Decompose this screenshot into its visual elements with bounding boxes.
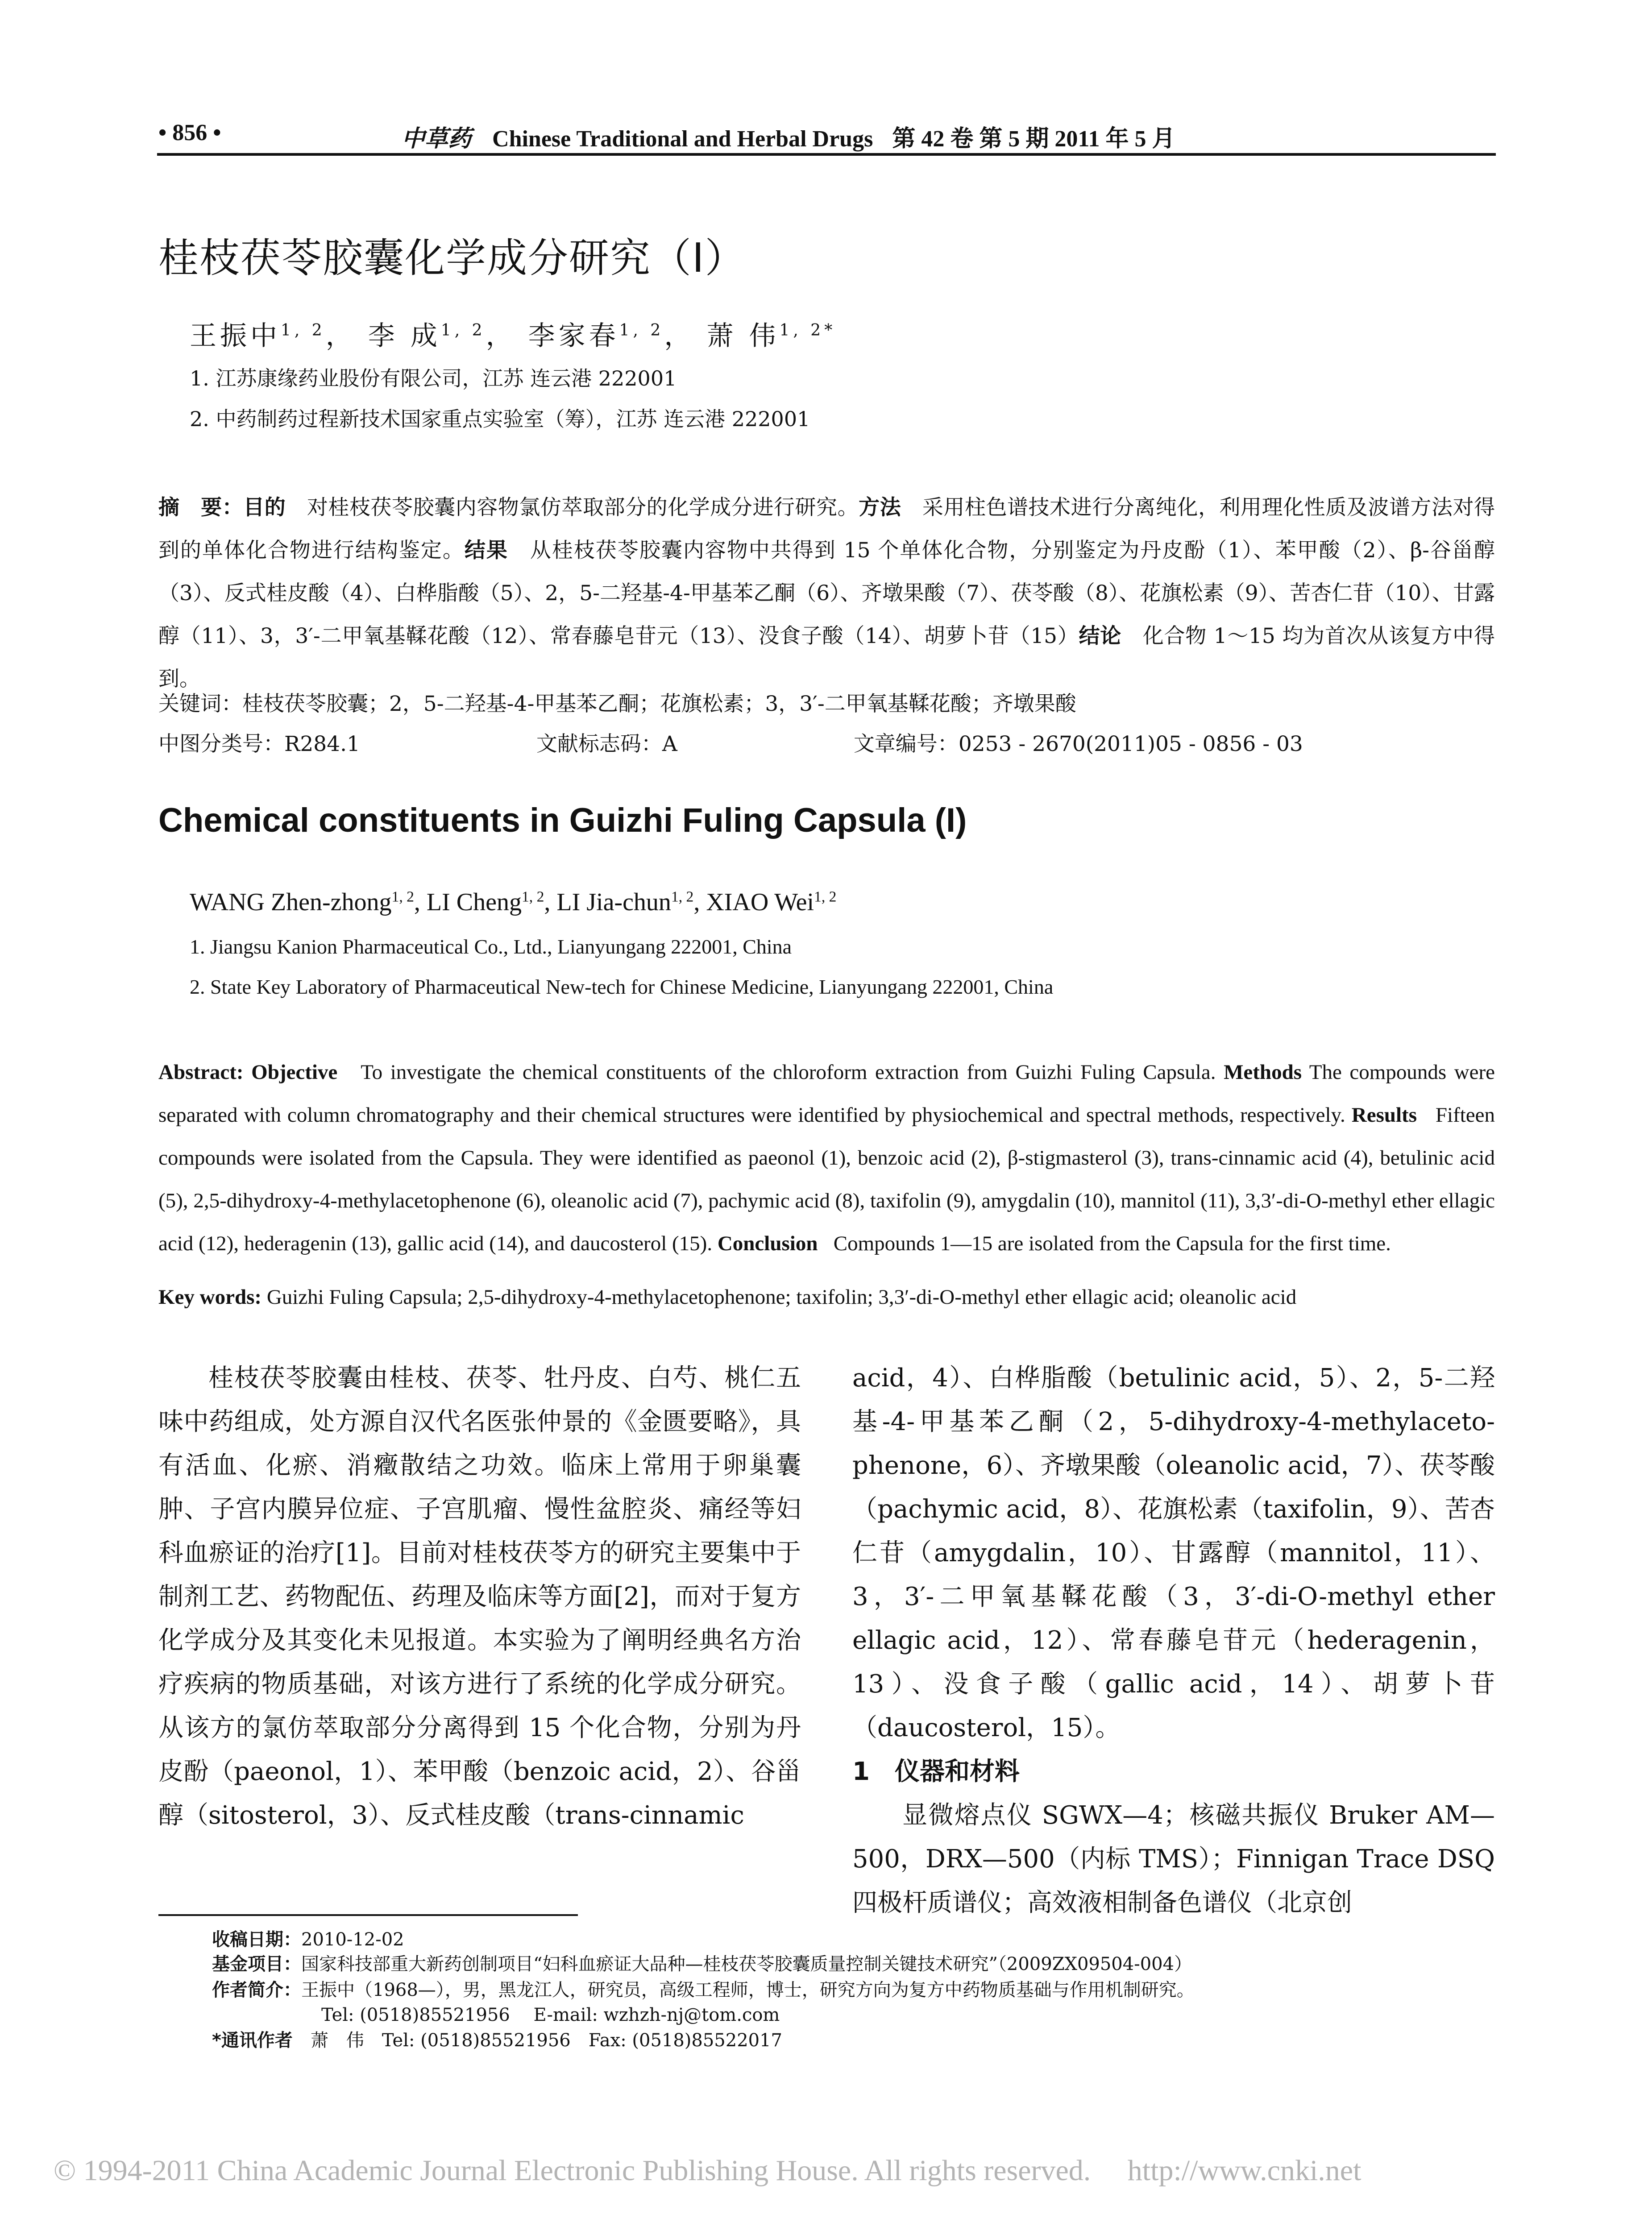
en-author-sep: , [693,888,706,916]
en-author-name: LI Jia-chun [556,888,671,916]
class-label: 中图分类号： [158,732,284,756]
footnote-rule [158,1914,578,1916]
en-results: Fifteen compounds were isolated from the Capsula. They were identified as paeonol (1), benzoic acid (2), β-stigmasterol (3), trans-cinnamic acid (4), betulinic acid (5), 2,5-dihydroxy-4-methylacetophenone (6), oleanolic acid (7), pachymic acid (8), taxifolin (9), amygdalin (10), mannitol (11), 3,3′-di-O-methyl ether ellagic acid (12), hederagenin (13), gallic acid (14), and daucosterol (15). [158,1103,1495,1255]
cn-methods-label: 方法 [859,495,901,520]
en-author-sup: 1, 2 [521,888,544,905]
en-keywords [158,1285,1296,1309]
cn-author-name: 萧 伟 [706,320,780,352]
en-authors [190,888,836,916]
en-affiliation-2: 2. State Key Laboratory of Pharmaceutical New-tech for Chinese Medicine, Lianyungang 222001, China [190,975,1054,998]
cn-affiliation-2: 2. 中药制药过程新技术国家重点实验室（筹），江苏 连云港 222001 [190,407,810,431]
en-author-sep: , [544,888,557,916]
corresponding-value: 萧 伟 Tel: (0518)85521956 Fax: (0518)85522017 [310,2030,782,2051]
cn-affiliation-1: 1. 江苏康缘药业股份有限公司，江苏 连云港 222001 [190,366,677,390]
author-contact: Tel: (0518)85521956 E-mail: wzhzh-nj@tom.com [321,2005,780,2025]
cn-conclusion-label: 结论 [1079,624,1121,648]
header-rule [157,153,1496,156]
en-conclusion: Compounds 1—15 are isolated from the Capsula for the first time. [833,1232,1391,1255]
cn-methods: 采用柱色谱技术进行分离纯化，利用理化性质及波谱方法对得到的单体化合物进行结构鉴定。 [158,495,1495,563]
cn-author-sep: ， [325,320,356,352]
class-value: R284.1 [284,732,360,756]
cn-keywords [158,687,1076,717]
cn-objective-label: 目的 [243,495,286,520]
cn-author-sup: 1, 2 [619,321,664,340]
footnote-received [212,1925,404,1951]
doc-code-label: 文献标志码： [536,732,662,756]
body-column-left [158,1356,801,1837]
en-author-sup: 1, 2 [391,888,414,905]
footnote-fund [212,1950,1192,1975]
author-bio-label: 作者简介： [212,1980,301,2000]
intro-paragraph-continued: acid，4）、白桦脂酸（betulinic acid，5）、2，5-二羟基-4-甲基苯乙酮（2，5-dihydroxy-4-methylaceto-phenone，6）、齐墩果酸（oleanolic acid，7）、茯苓酸（pachymic acid，8）、花旗松素（taxifolin，9）、苦杏仁苷（amygdalin，10）、甘露醇（mannitol，11）、3，3′-二甲氧基鞣花酸（3，3′-di-O-methyl ether ellagic acid，12）、常春藤皂苷元（hederagenin，13）、没食子酸（gallic acid，14）、胡萝卜苷（daucosterol，15）。 [852,1364,1495,1742]
cn-results: 从桂枝茯苓胶囊内容物中共得到 15 个单体化合物，分别鉴定为丹皮酚（1）、苯甲酸（2）、β-谷甾醇（3）、反式桂皮酸（4）、白桦脂酸（5）、2，5-二羟基-4-甲基苯乙酮（6）、齐墩果酸（7）、茯苓酸（8）、花旗松素（9）、苦杏仁苷（10）、甘露醇（11）、3，3′-二甲氧基鞣花酸（12）、常春藤皂苷元（13）、没食子酸（14）、胡萝卜苷（15） [158,538,1495,648]
cn-author-sup: 1, 2 [440,321,486,340]
cn-keywords-value: 桂枝茯苓胶囊；2，5-二羟基-4-甲基苯乙酮；花旗松素；3，3′-二甲氧基鞣花酸；齐墩果酸 [242,692,1076,716]
journal-header [402,120,1175,153]
cn-title: 桂枝茯苓胶囊化学成分研究（I） [158,235,746,282]
cn-objective: 对桂枝茯苓胶囊内容物氯仿萃取部分的化学成分进行研究。 [307,495,859,520]
cn-authors [190,315,836,353]
cn-keywords-label: 关键词： [158,692,242,716]
en-abstract-label: Abstract: [158,1061,244,1084]
journal-logo: 中草药 [402,126,472,152]
footnote-author [212,1976,1195,2001]
en-author-name: XIAO Wei [706,888,814,916]
en-keywords-value: Guizhi Fuling Capsula; 2,5-dihydroxy-4-methylacetophenone; taxifolin; 3,3′-di-O-methyl ether ellagic acid; oleanolic acid [266,1286,1297,1309]
cn-conclusion: 化合物 1～15 均为首次从该复方中得到。 [158,624,1495,691]
en-author-name: WANG Zhen-zhong [190,888,392,916]
en-conclusion-label: Conclusion [717,1232,818,1255]
cn-classification [158,727,1473,757]
fund-label: 基金项目： [212,1954,301,1974]
cn-abstract [158,486,1495,701]
received-value: 2010-12-02 [301,1929,404,1950]
cn-author-name: 李家春 [528,320,619,352]
cn-author-sep: ， [664,320,695,352]
journal-issue: 第 42 卷 第 5 期 2011 年 5 月 [892,126,1175,152]
author-bio-value: 王振中（1968—），男，黑龙江人，研究员，高级工程师，博士，研究方向为复方中药物质基础与作用机制研究。 [301,1980,1195,2000]
body-column-right [852,1356,1495,1925]
en-objective: To investigate the chemical constituents of the chloroform extraction from Guizhi Fuling Capsula. [361,1061,1216,1084]
en-author-sup: 1, 2 [814,888,837,905]
en-keywords-label: Key words: [158,1286,262,1309]
cn-author-name: 李 成 [368,320,441,352]
en-abstract [158,1051,1495,1265]
en-title: Chemical constituents in Guizhi Fuling Capsula (I) [158,801,967,839]
section-heading: 1 仪器和材料 [852,1757,1020,1786]
en-author-sep: , [414,888,427,916]
fund-value: 国家科技部重大新药创制项目“妇科血瘀证大品种—桂枝茯苓胶囊质量控制关键技术研究”（2009ZX09504-004） [301,1954,1192,1974]
en-methods: The compounds were separated with column chromatography and their chemical structures were identified by physiochemical and spectral methods, respectively. [158,1061,1495,1127]
doc-code-value: A [662,732,677,756]
cn-author-name: 王振中 [190,320,281,352]
en-affiliation-1: 1. Jiangsu Kanion Pharmaceutical Co., Ltd., Lianyungang 222001, China [190,935,792,958]
cn-author-sup: 1, 2* [779,321,836,340]
cn-abstract-label: 摘 要： [158,495,244,520]
en-author-name: LI Cheng [426,888,522,916]
journal-name: Chinese Traditional and Herbal Drugs [492,126,873,152]
article-number-value: 0253 - 2670(2011)05 - 0856 - 03 [958,732,1303,756]
cn-author-sep: ， [486,320,516,352]
intro-paragraph: 桂枝茯苓胶囊由桂枝、茯苓、牡丹皮、白芍、桃仁五味中药组成，处方源自汉代名医张仲景的《金匮要略》，具有活血、化瘀、消癥散结之功效。临床上常用于卵巢囊肿、子宫内膜异位症、子宫肌瘤、慢性盆腔炎、痛经等妇科血瘀证的治疗[1]。目前对桂枝茯苓方的研究主要集中于制剂工艺、药物配伍、药理及临床等方面[2]，而对于复方化学成分及其变化未见报道。本实验为了阐明经典名方治疗疾病的物质基础，对该方进行了系统的化学成分研究。从该方的氯仿萃取部分分离得到 15 个化合物，分别为丹皮酚（paeonol，1）、苯甲酸（benzoic acid，2）、谷甾醇（sitosterol，3）、反式桂皮酸（trans-cinnamic [158,1364,801,1830]
en-author-sup: 1, 2 [671,888,694,905]
section-paragraph: 显微熔点仪 SGWX—4；核磁共振仪 Bruker AM—500，DRX—500（内标 TMS）；Finnigan Trace DSQ 四极杆质谱仪；高效液相制备色谱仪（北京创 [852,1801,1495,1917]
cn-author-sup: 1, 2 [281,321,326,340]
copyright-notice: © 1994-2011 China Academic Journal Electronic Publishing House. All rights reserved. http://www.cnki.net [54,2154,1361,2187]
footnote-corresponding [212,2026,782,2052]
en-objective-label: Objective [251,1061,338,1084]
page-number: • 856 • [158,120,221,145]
en-results-label: Results [1351,1103,1417,1127]
corresponding-label: *通讯作者 [212,2030,293,2051]
cn-results-label: 结果 [464,538,508,563]
article-number-label: 文章编号： [853,732,959,756]
received-label: 收稿日期： [212,1929,301,1950]
en-methods-label: Methods [1224,1061,1302,1084]
